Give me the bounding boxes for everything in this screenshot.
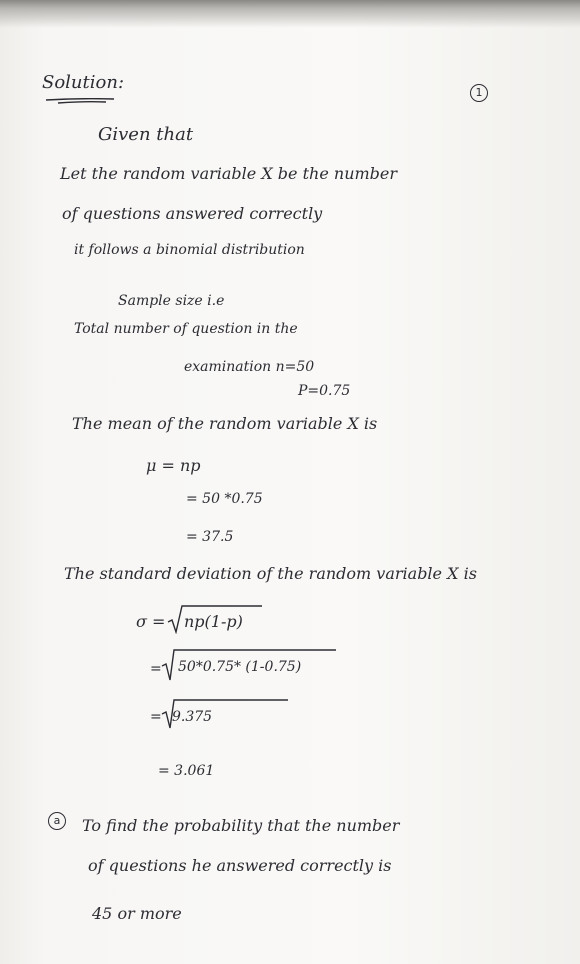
solution-heading: Solution: bbox=[42, 72, 125, 93]
sd-mid-equals: = bbox=[150, 709, 162, 725]
part-a-circle: a bbox=[48, 812, 66, 830]
find-probability-line: To find the probability that the number bbox=[82, 816, 400, 835]
sd-substitution bbox=[150, 648, 350, 682]
solution-underline bbox=[44, 98, 116, 104]
sd-intermediate bbox=[150, 696, 290, 730]
examination-line: examination n=50 bbox=[184, 359, 315, 375]
sd-formula bbox=[136, 604, 266, 636]
mean-heading: The mean of the random variable X is bbox=[72, 414, 378, 433]
sd-heading: The standard deviation of the random variable X is bbox=[64, 564, 477, 583]
total-number-line: Total number of question in the bbox=[74, 321, 298, 337]
mean-substitution: = 50 *0.75 bbox=[186, 491, 263, 507]
sample-size-line: Sample size i.e bbox=[118, 293, 225, 309]
mean-result: = 37.5 bbox=[186, 529, 234, 545]
or-more-line: 45 or more bbox=[92, 904, 182, 923]
sd-mid-radicand: 9.375 bbox=[172, 709, 213, 725]
answered-correctly-line: of questions he answered correctly is bbox=[88, 856, 392, 875]
p-value-line: P=0.75 bbox=[298, 383, 351, 399]
questions-line: of questions answered correctly bbox=[62, 204, 323, 223]
binomial-line: it follows a binomial distribution bbox=[74, 242, 305, 258]
sd-result: = 3.061 bbox=[158, 763, 215, 779]
sd-sub-equals: = bbox=[150, 661, 162, 677]
sigma-radicand: np(1-p) bbox=[184, 612, 243, 631]
page-top-shadow bbox=[0, 0, 580, 28]
given-line: Given that bbox=[98, 124, 194, 145]
mean-formula: μ = np bbox=[146, 456, 201, 475]
sd-sub-radicand: 50*0.75* (1-0.75) bbox=[178, 659, 302, 675]
sigma-label: σ = bbox=[136, 612, 166, 631]
page-number-circle: 1 bbox=[470, 84, 488, 102]
let-line: Let the random variable X be the number bbox=[60, 164, 398, 183]
